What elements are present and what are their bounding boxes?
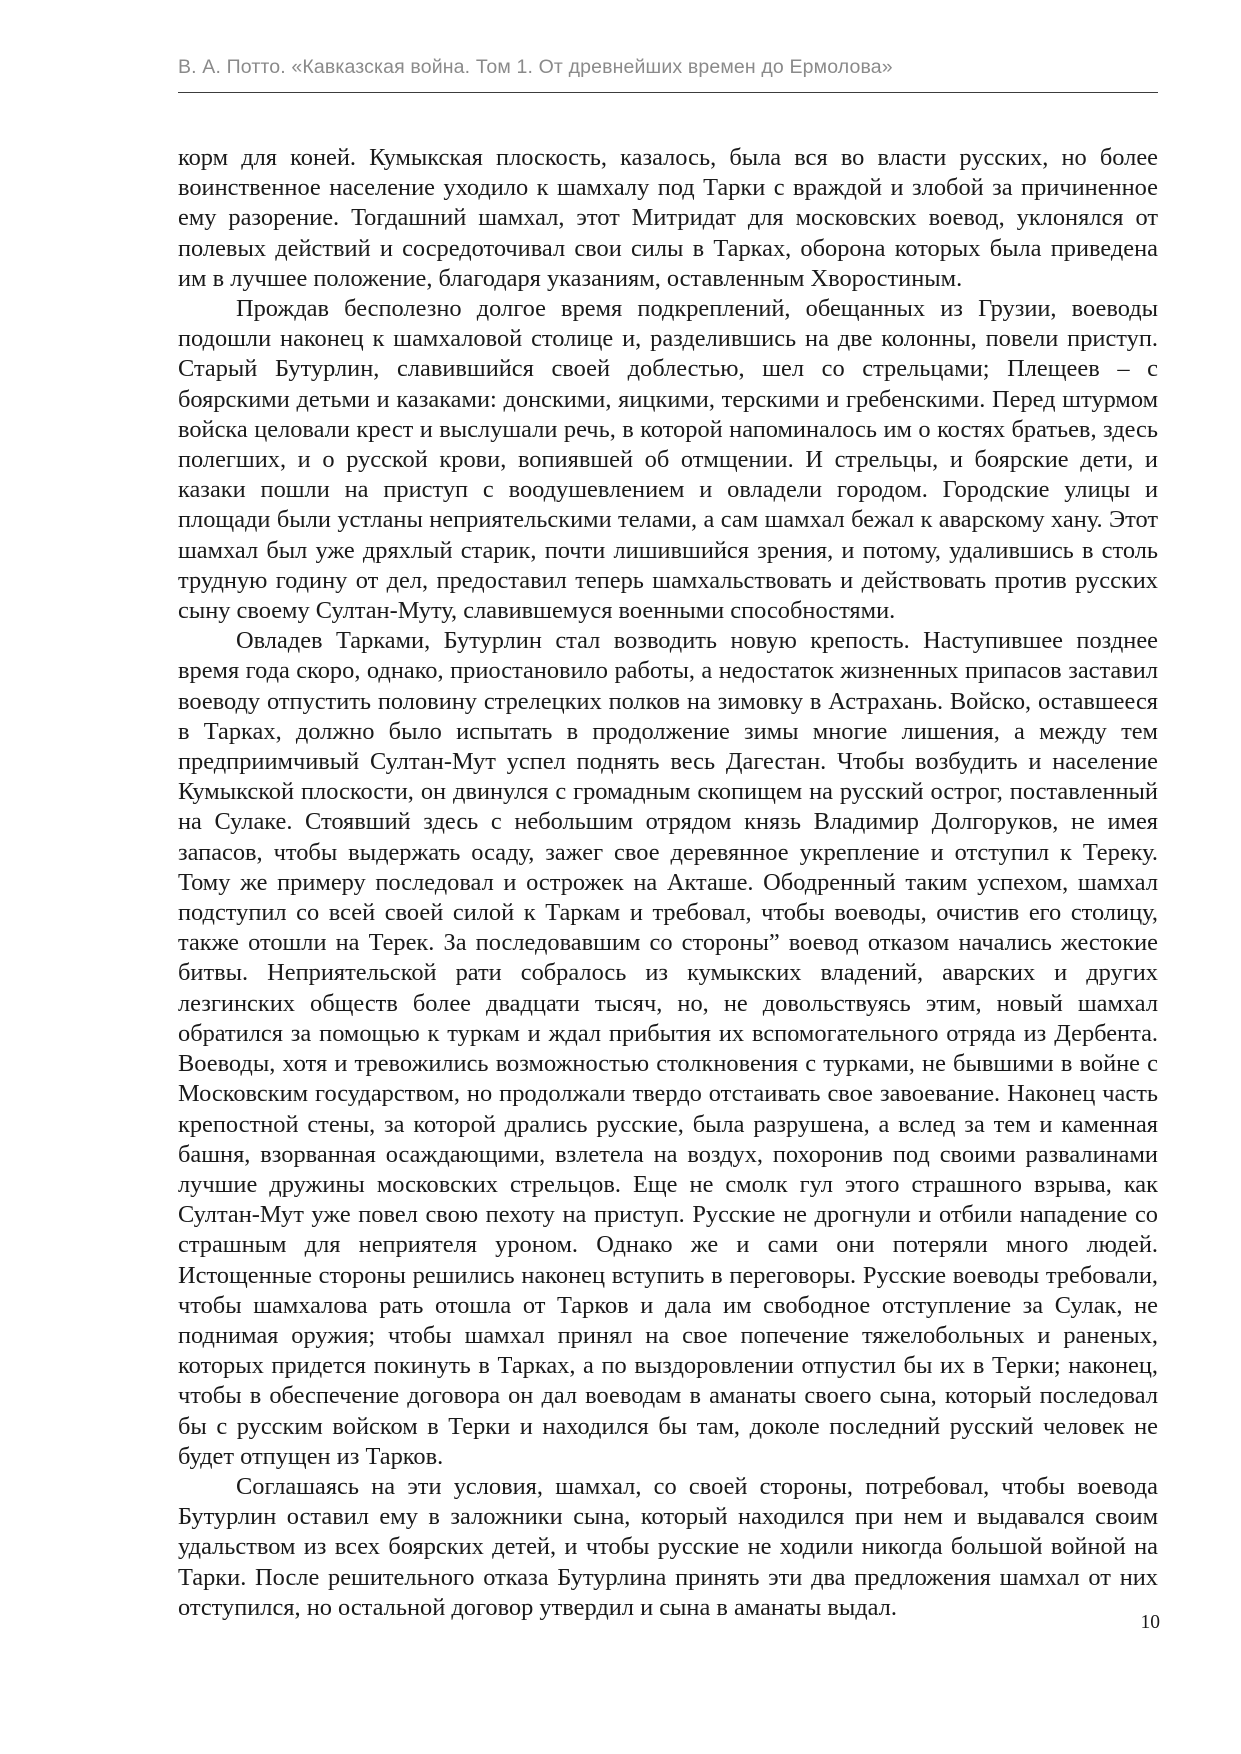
paragraph-4: Соглашаясь на эти условия, шамхал, со своей стороны, потребовал, чтобы воевода Бутурлин оставил ему в заложники сына, который находился при нем и выдавался своим удальством из всех боярских детей, и чтобы русские не ходили никогда большой войной на Тарки. После решительного отказа Бутурлина принять эти два предложения шамхал от них отступился, но остальной договор утвердил и сына в аманаты выдал.: [178, 1472, 1158, 1621]
paragraph-3: Овладев Тарками, Бутурлин стал возводить новую крепость. Наступившее позднее время года скоро, однако, приостановило работы, а недостаток жизненных припасов заставил воеводу отпустить половину стрелецких полков на зимовку в Астрахань. Войско, оставшееся в Тарках, должно было испытать в продолжение зимы многие лишения, а между тем предприимчивый Султан-Мут успел поднять весь Дагестан. Чтобы возбудить и население Кумыкской плоскости, он двинулся с громадным скопищем на русский острог, поставленный на Сулаке. Стоявший здесь с небольшим отрядом князь Владимир Долгоруков, не имея запасов, чтобы выдержать осаду, зажег свое деревянное укрепление и отступил к Тереку. Тому же примеру последовал и острожек на Акташе. Ободренный таким успехом, шамхал подступил со всей своей силой к Таркам и требовал, чтобы воеводы, очистив его столицу, также отошли на Терек. За последовавшим со стороны” воевод отказом начались жестокие битвы. Неприятельской рати собралось из кумыкских владений, аварских и других лезгинских обществ более двадцати тысяч, но, не довольствуясь этим, новый шамхал обратился за помощью к туркам и ждал прибытия их вспомогательного отряда из Дербента. Воеводы, хотя и тревожились возможностью столкновения с турками, не бывшими в войне с Московским государством, но продолжали твердо отстаивать свое завоевание. Наконец часть крепостной стены, за которой дрались русские, была разрушена, а вслед за тем и каменная башня, взорванная осаждающими, взлетела на воздух, похоронив под своими развалинами лучшие дружины московских стрельцов. Еще не смолк гул этого страшного взрыва, как Султан-Мут уже повел свою пехоту на приступ. Русские не дрогнули и отбили нападение со страшным для неприятеля уроном. Однако же и сами они потеряли много людей. Истощенные стороны решились наконец вступить в переговоры. Русские воеводы требовали, чтобы шамхалова рать отошла от Тарков и дала им свободное отступление за Сулак, не поднимая оружия; чтобы шамхал принял на свое попечение тяжелобольных и раненых, которых придется покинуть в Тарках, а по выздоровлении отпустил бы их в Терки; наконец, чтобы в обеспечение договора он дал воеводам в аманаты своего сына, который последовал бы с русским войском в Терки и находился бы там, доколе последний русский человек не будет отпущен из Тарков.: [178, 627, 1158, 1470]
header-rule: [178, 92, 1158, 93]
page-number: 10: [1140, 1612, 1160, 1633]
paragraph-2: Прождав бесполезно долгое время подкреплений, обещанных из Грузии, воеводы подошли наконец к шамхаловой столице и, разделившись на две колонны, повели приступ. Старый Бутурлин, славившийся своей доблестью, шел со стрельцами; Плещеев – с боярскими детьми и казаками: донскими, яицкими, терскими и гребенскими. Перед штурмом войска целовали крест и выслушали речь, в которой напоминалось им о костях братьев, здесь полегших, и о русской крови, вопиявшей об отмщении. И стрельцы, и боярские дети, и казаки пошли на приступ с воодушевлением и овладели городом. Городские улицы и площади были устланы неприятельскими телами, а сам шамхал бежал к аварскому хану. Этот шамхал был уже дряхлый старик, почти лишившийся зрения, и потому, удалившись в столь трудную годину от дел, предоставил теперь шамхальствовать и действовать против русских сыну своему Султан-Муту, славившемуся военными способностями.: [178, 295, 1158, 625]
running-head-title: В. А. Потто. «Кавказская война. Том 1. От древнейших времен до Ермолова»: [178, 56, 893, 78]
body-text: [178, 143, 1158, 1623]
paragraph-1: корм для коней. Кумыкская плоскость, казалось, была вся во власти русских, но более воинственное население уходило к шамхалу под Тарки с враждой и злобой за причиненное ему разорение. Тогдашний шамхал, этот Митридат для московских воевод, уклонялся от полевых действий и сосредоточивал свои силы в Тарках, оборона которых была приведена им в лучшее положение, благодаря указаниям, оставленным Хворостиным.: [178, 144, 1158, 292]
